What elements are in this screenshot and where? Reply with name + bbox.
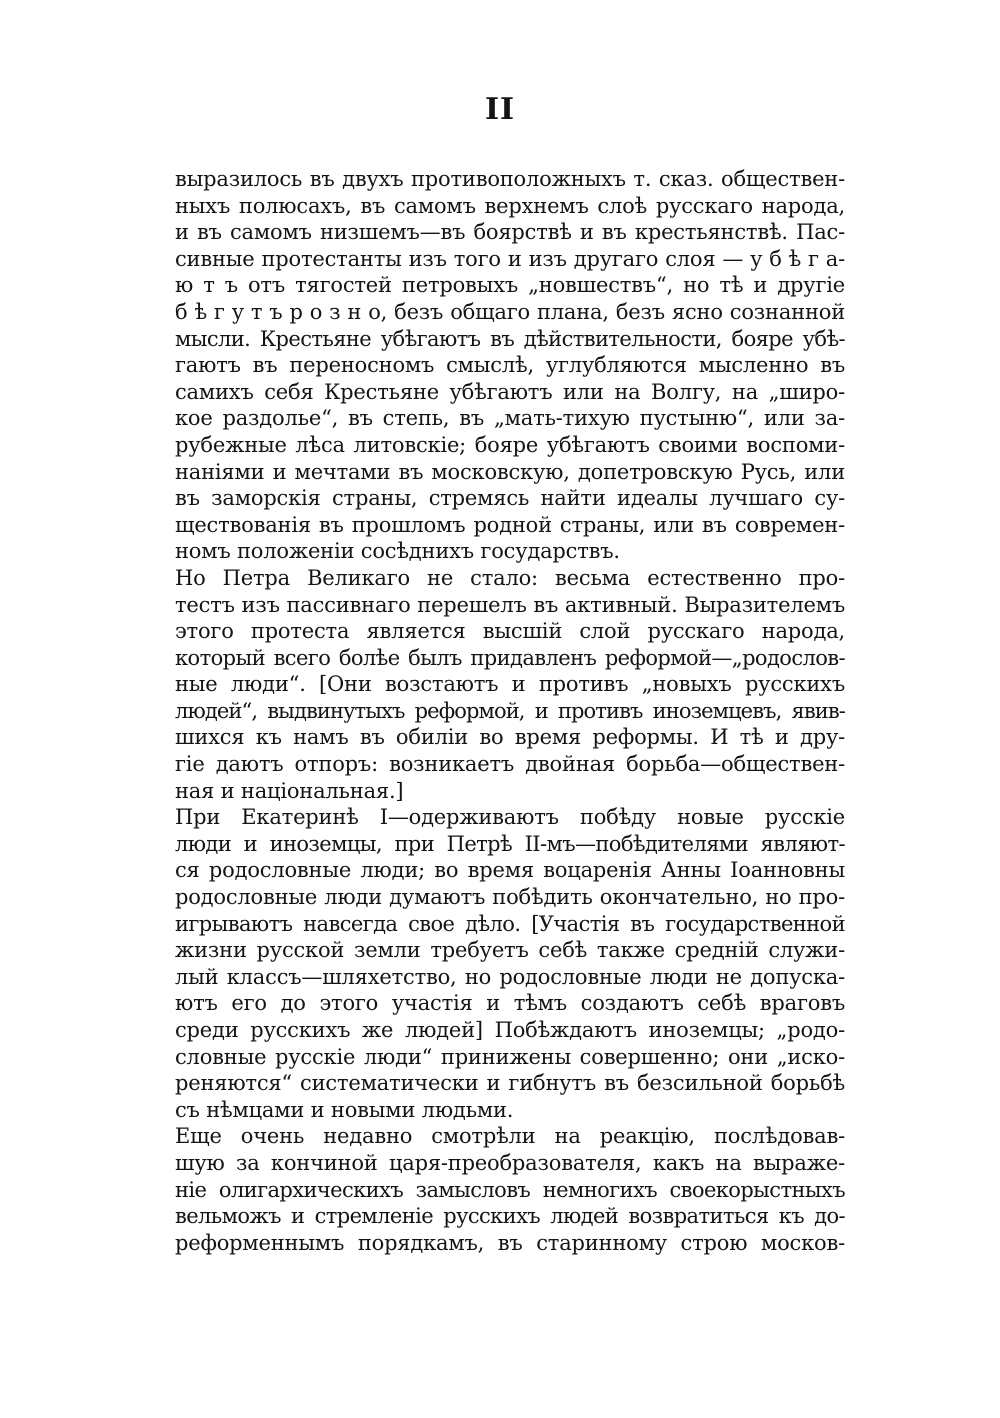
text-line: шихся къ намъ въ обиліи во время реформы. И тѣ и дру- [175,725,845,750]
text-line: игрываютъ навсегда свое дѣло. [Участія въ государственной [175,911,845,936]
text-line: среди русскихъ же людей] Побѣждаютъ иноземцы; „родо- [175,1018,845,1042]
text-line: реняются“ систематически и гибнутъ въ безсильной борьбѣ [175,1071,845,1096]
text-line: Но Петра Великаго не стало: весьма естественно про- [175,565,845,590]
text-line: ютъ его до этого участія и тѣмъ создаютъ себѣ враговъ [175,991,845,1016]
text-line: ществованія въ прошломъ родной страны, или въ современ- [175,512,845,537]
text-line: реформеннымъ порядкамъ, въ старинному строю москов- [175,1230,845,1255]
text-line: людей“, выдвинутыхъ реформой, и противъ иноземцевъ, явив- [175,698,845,723]
text-line: самихъ себя Крестьяне убѣгаютъ или на Волгу, на „широ- [175,379,845,404]
text-line: словные русскіе люди“ принижены совершенно; они „иско- [175,1044,845,1069]
text-line: гаютъ въ переносномъ смыслѣ, углубляются мысленно въ [175,353,845,378]
text-line: шую за кончиной царя-преобразователя, какъ на выраже- [175,1150,845,1175]
text-line: б ѣ г у т ъ р о з н о, безъ общаго плана, безъ ясно сознанной [175,299,845,324]
text-line: тестъ изъ пассивнаго перешелъ въ активный. Выразителемъ [175,592,845,617]
text-line: наніями и мечтами въ московскую, допетровскую Русь, или [175,459,845,484]
text-line: родословные люди думаютъ побѣдить окончательно, но про- [175,885,845,910]
text-line: ные люди“. [Они возстаютъ и противъ „новыхъ русскихъ [175,672,845,697]
text-line: ніе олигархическихъ замысловъ немногихъ своекорыстныхъ [175,1177,845,1202]
text-line: этого протеста является высшій слой русскаго народа, [175,619,845,644]
text-line: ныхъ полюсахъ, въ самомъ верхнемъ слоѣ русскаго народа, [175,193,845,218]
text-line: сивные протестанты изъ того и изъ другаго слоя — у б ѣ г а- [175,246,845,271]
text-line: въ заморскія страны, стремясь найти идеалы лучшаго су- [175,486,845,511]
page-number: II [484,92,516,127]
text-line: номъ положеніи сосѣднихъ государствъ. [175,539,620,564]
text-line: жизни русской земли требуетъ себѣ также средній служи- [175,938,845,963]
text-line: ная и національная.] [175,778,404,803]
body-text [175,166,845,1256]
text-line: кое раздолье“, въ степь, въ „мать-тихую пустыню“, или за- [175,406,845,431]
text-line: люди и иноземцы, при Петрѣ II-мъ—побѣдителями являют- [175,831,845,856]
text-line: и въ самомъ низшемъ—въ боярствѣ и въ крестьянствѣ. Пас- [175,220,845,245]
text-line: гіе даютъ отпоръ: возникаетъ двойная борьба—обществен- [175,752,845,777]
text-line: лый классъ—шляхетство, но родословные люди не допуска- [175,964,845,989]
text-line: рубежные лѣса литовскіе; бояре убѣгаютъ своими воспоми- [175,432,845,457]
text-line: ся родословные люди; во время воцаренія Анны Іоанновны [175,858,845,883]
text-line: вельможъ и стремленіе русскихъ людей возвратиться къ до- [175,1204,845,1229]
text-line: Еще очень недавно смотрѣли на реакцію, послѣдовав- [175,1124,845,1149]
text-line: ю т ъ отъ тягостей петровыхъ „новшествъ“, но тѣ и другіе [175,273,845,298]
text-line: При Екатеринѣ I—одерживаютъ побѣду новые русскіе [175,805,845,830]
text-line: который всего болѣе былъ придавленъ реформой—„родослов- [175,645,845,670]
text-line: мысли. Крестьяне убѣгаютъ въ дѣйствительности, бояре убѣ- [175,326,845,351]
text-line: съ нѣмцами и новыми людьми. [175,1097,514,1122]
text-line: выразилось въ двухъ противоположныхъ т. сказ. обществен- [175,167,845,191]
